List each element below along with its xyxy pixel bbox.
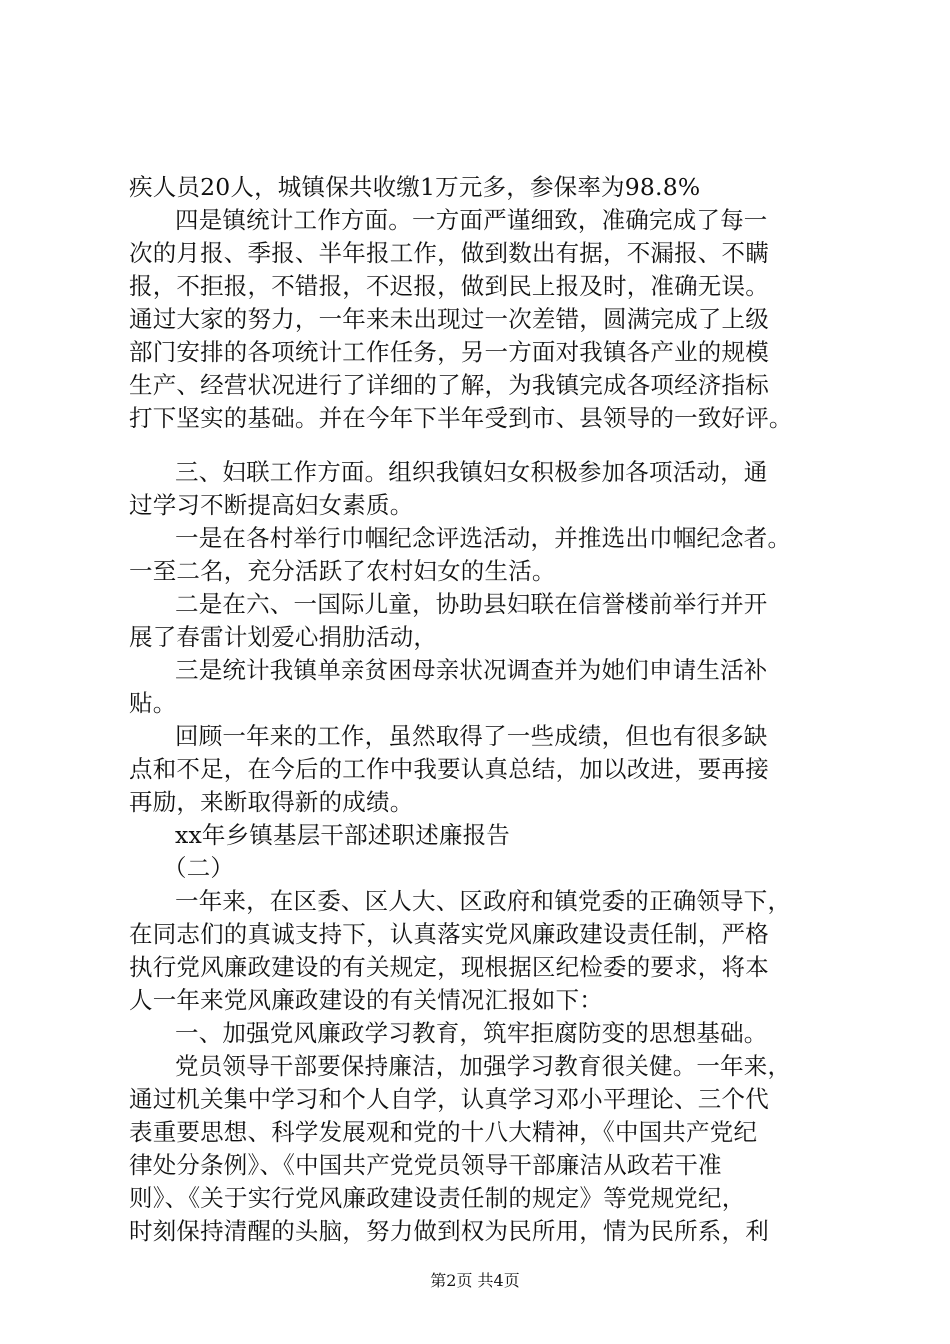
text-line: 再励，来断取得新的成绩。	[129, 788, 414, 816]
text-line: 执行党风廉政建设的有关规定，现根据区纪检委的要求，将本	[129, 953, 769, 981]
text-line: 通过机关集中学习和个人自学，认真学习邓小平理论、三个代	[129, 1085, 769, 1113]
text-line: 则》、《关于实行党风廉政建设责任制的规定》等党规党纪，	[129, 1184, 746, 1212]
text-line: 贴。	[129, 689, 177, 717]
text-line: 律处分条例》、《中国共产党党员领导干部廉洁从政若干准	[129, 1151, 722, 1179]
text-line: 过学习不断提高妇女素质。	[129, 491, 414, 519]
text-line: 在同志们的真诚支持下，认真落实党风廉政建设责任制，严格	[129, 920, 769, 948]
text-line: 次的月报、季报、半年报工作，做到数出有据，不漏报、不瞒	[129, 239, 769, 267]
text-line: 人一年来党风廉政建设的有关情况汇报如下：	[129, 986, 603, 1014]
text-line: 展了春雷计划爱心捐肋活动，	[129, 623, 438, 651]
text-line: 回顾一年来的工作，虽然取得了一些成绩，但也有很多缺	[175, 722, 768, 750]
text-line: 点和不足，在今后的工作中我要认真总结，加以改进，要再接	[129, 755, 769, 783]
text-line: 生产、经营状况进行了详细的了解，为我镇完成各项经济指标	[129, 371, 769, 399]
text-line: 四是镇统计工作方面。一方面严谨细致，准确完成了每一	[175, 206, 768, 234]
report-title: xx年乡镇基层干部述职述廉报告	[175, 821, 511, 849]
report-subtitle: （二）	[163, 854, 235, 882]
text-line: 部门安排的各项统计工作任务，另一方面对我镇各产业的规模	[129, 338, 769, 366]
text-line: 通过大家的努力，一年来未出现过一次差错，圆满完成了上级	[129, 305, 769, 333]
text-line: 一是在各村举行巾帼纪念评选活动，并推选出巾帼纪念者。	[175, 524, 792, 552]
text-line: 时刻保持清醒的头脑，努力做到权为民所用，情为民所系，利	[129, 1217, 769, 1245]
text-line: 一年来，在区委、区人大、区政府和镇党委的正确领导下，	[175, 887, 792, 915]
text-line: 打下坚实的基础。并在今年下半年受到市、县领导的一致好评。	[129, 404, 793, 432]
text-line: 报，不拒报，不错报，不迟报，做到民上报及时，准确无误。	[129, 272, 769, 300]
section-heading: 一、加强党风廉政学习教育，筑牢拒腐防变的思想基础。	[175, 1019, 768, 1047]
text-line: 党员领导干部要保持廉洁，加强学习教育很关健。一年来，	[175, 1052, 792, 1080]
section-heading: 三、妇联工作方面。组织我镇妇女积极参加各项活动，通	[175, 458, 768, 486]
text-line: 疾人员20人，城镇保共收缴1万元多，参保率为98.8%	[129, 173, 701, 201]
page-number-footer: 第2页 共4页	[430, 1271, 520, 1290]
text-line: 表重要思想、科学发展观和党的十八大精神，《中国共产党纪	[129, 1118, 758, 1146]
text-line: 三是统计我镇单亲贫困母亲状况调查并为她们申请生活补	[175, 656, 768, 684]
text-line: 一至二名，充分活跃了农村妇女的生活。	[129, 557, 556, 585]
text-line: 二是在六、一国际儿童，协助县妇联在信誉楼前举行并开	[175, 590, 768, 618]
